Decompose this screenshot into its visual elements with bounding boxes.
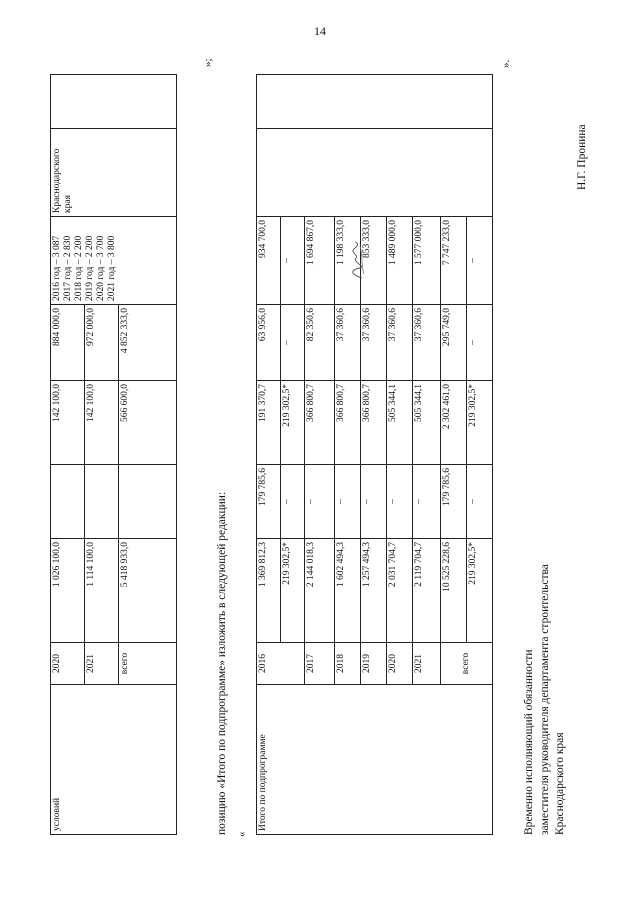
- kk-cell: 505 344,1: [413, 381, 441, 465]
- extra-cell: 1 577 000,0: [413, 217, 441, 305]
- local-cell: 884 000,0: [51, 305, 85, 381]
- signature-block: [522, 564, 569, 835]
- rotated-content: [50, 58, 610, 837]
- total-cell: 1 257 494,3: [361, 539, 387, 643]
- closing-quote: ».: [500, 59, 512, 68]
- fed-cell: –: [305, 465, 335, 539]
- kk-cell: 142 100,0: [85, 381, 119, 465]
- kk-cell: 219 302,5*: [467, 381, 493, 465]
- executor-cell: Краснодарского края: [51, 129, 177, 217]
- indicator-cell: [51, 217, 177, 305]
- page-number: 14: [314, 24, 326, 38]
- extra-cell: –: [467, 217, 493, 305]
- fed-cell: –: [281, 465, 305, 539]
- kk-cell: 505 344,1: [387, 381, 413, 465]
- local-cell: –: [467, 305, 493, 381]
- total-cell: 5 418 933,0: [119, 539, 177, 643]
- fed-cell: –: [413, 465, 441, 539]
- fed-cell: –: [361, 465, 387, 539]
- local-cell: 37 360,6: [387, 305, 413, 381]
- fed-cell: [51, 465, 85, 539]
- fed-cell: [119, 465, 177, 539]
- total-cell: 2 031 704,7: [387, 539, 413, 643]
- fed-cell: 179 785,6: [441, 465, 467, 539]
- kk-cell: 366 800,7: [305, 381, 335, 465]
- table-row: [257, 75, 281, 835]
- empty-cell: [257, 129, 493, 217]
- local-cell: 82 350,6: [305, 305, 335, 381]
- fed-cell: –: [467, 465, 493, 539]
- year-cell: 2021: [413, 643, 441, 685]
- local-cell: 63 956,0: [257, 305, 281, 381]
- fed-cell: –: [335, 465, 361, 539]
- extra-cell: 934 700,0: [257, 217, 281, 305]
- total-cell: 1 369 812,3: [257, 539, 281, 643]
- extra-cell: –: [281, 217, 305, 305]
- total-cell: 1 026 100,0: [51, 539, 85, 643]
- name-cell: условий: [51, 685, 177, 835]
- kk-cell: 366 800,7: [361, 381, 387, 465]
- signer-name: Н.Г. Пронина: [576, 124, 588, 190]
- total-cell: 219 302,5*: [281, 539, 305, 643]
- empty-cell: [51, 75, 177, 129]
- local-cell: 4 852 333,0: [119, 305, 177, 381]
- indicator-line: 2019 год – 2 200: [84, 235, 95, 301]
- fed-cell: [85, 465, 119, 539]
- local-cell: 37 360,6: [335, 305, 361, 381]
- local-cell: 37 360,6: [413, 305, 441, 381]
- kk-cell: 566 600,0: [119, 381, 177, 465]
- year-cell: 2020: [51, 643, 85, 685]
- local-cell: –: [281, 305, 305, 381]
- opening-quote: «: [236, 831, 248, 837]
- year-cell: всего: [119, 643, 177, 685]
- kk-cell: 219 302,5*: [281, 381, 305, 465]
- year-cell: всего: [441, 643, 493, 685]
- bottom-table: [256, 74, 493, 835]
- fed-cell: 179 785,6: [257, 465, 281, 539]
- fed-cell: –: [387, 465, 413, 539]
- local-cell: 37 360,6: [361, 305, 387, 381]
- extra-cell: 853 333,0: [361, 217, 387, 305]
- position-line: Временно исполняющий обязанности: [523, 649, 535, 835]
- table-row: [51, 75, 85, 835]
- year-cell: 2021: [85, 643, 119, 685]
- indicator-line: 2020 год – 3 700: [95, 235, 106, 301]
- kk-cell: 191 370,7: [257, 381, 281, 465]
- year-cell: 2016: [257, 643, 305, 685]
- empty-cell: [257, 75, 493, 129]
- indicator-line: 2021 год – 3 800: [106, 235, 117, 301]
- indicator-line: 2016 год – 3 087: [52, 235, 62, 301]
- total-cell: 2 119 704,7: [413, 539, 441, 643]
- local-cell: 295 749,0: [441, 305, 467, 381]
- kk-cell: 2 302 461,0: [441, 381, 467, 465]
- closing-quote: »;: [202, 58, 214, 67]
- year-cell: 2018: [335, 643, 361, 685]
- total-cell: 219 302,5*: [467, 539, 493, 643]
- total-cell: 2 144 018,3: [305, 539, 335, 643]
- intro-text: позицию «Итого по подпрограмме» изложить в следующей редакции:: [216, 491, 228, 835]
- extra-cell: 1 198 333,0: [335, 217, 361, 305]
- local-cell: 972 000,0: [85, 305, 119, 381]
- signature-mark: [346, 240, 368, 280]
- top-table: [50, 74, 177, 835]
- total-cell: 1 114 100,0: [85, 539, 119, 643]
- extra-cell: 1 489 000,0: [387, 217, 413, 305]
- extra-cell: 7 747 233,0: [441, 217, 467, 305]
- total-cell: 10 525 228,6: [441, 539, 467, 643]
- kk-cell: 142 100,0: [51, 381, 85, 465]
- indicator-line: 2017 год – 2 830: [62, 235, 73, 301]
- extra-cell: 1 694 867,0: [305, 217, 335, 305]
- year-cell: 2017: [305, 643, 335, 685]
- kk-cell: 366 800,7: [335, 381, 361, 465]
- position-line: Краснодарского края: [554, 732, 567, 835]
- total-cell: 1 602 494,3: [335, 539, 361, 643]
- indicator-line: 2018 год – 2 200: [73, 235, 84, 301]
- year-cell: 2020: [387, 643, 413, 685]
- position-line: заместителя руководителя департамента строительства: [538, 564, 551, 835]
- name-cell: Итого по подпрограмме: [257, 685, 493, 835]
- year-cell: 2019: [361, 643, 387, 685]
